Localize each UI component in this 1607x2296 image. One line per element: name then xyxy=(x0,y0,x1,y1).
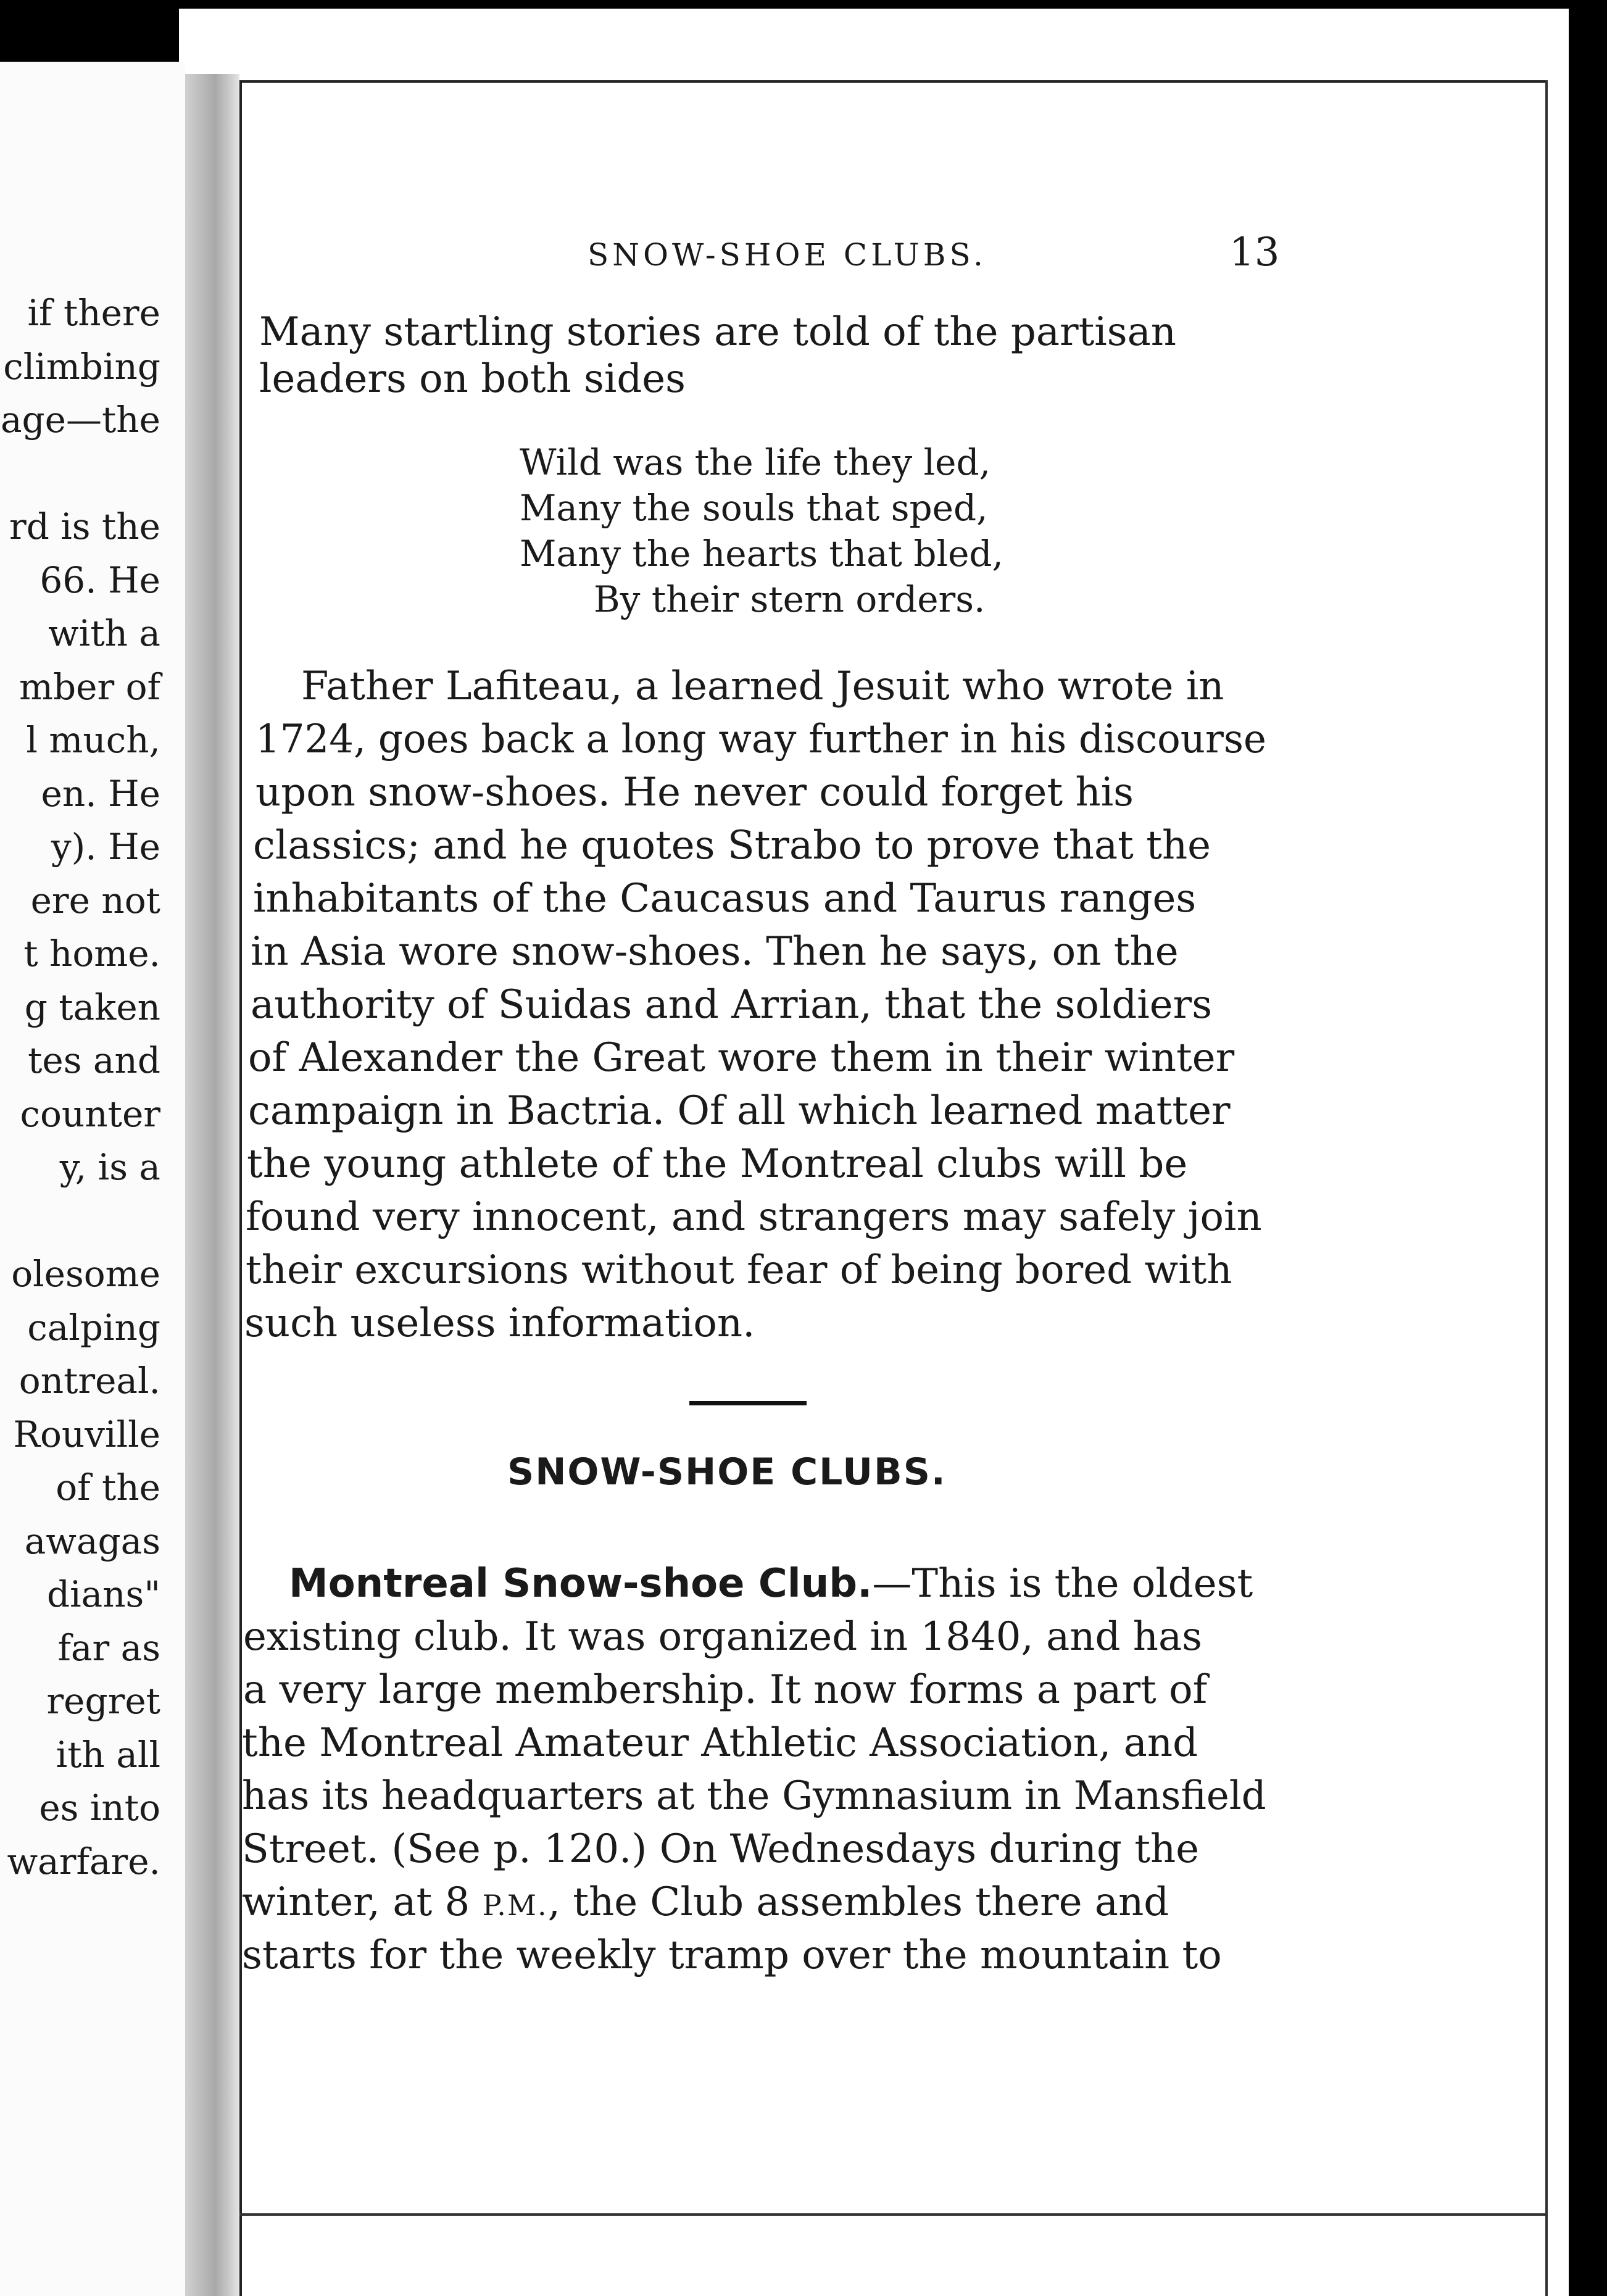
club-entry-line: a very large membership. It now forms a part of xyxy=(243,1667,1208,1713)
paragraph-line: authority of Suidas and Arrian, that the soldiers xyxy=(251,982,1213,1028)
paragraph-line: campaign in Bactria. Of all which learned matter xyxy=(248,1088,1231,1134)
time-abbreviation: P.M. xyxy=(482,1889,548,1922)
club-entry-line: Street. (See p. 120.) On Wednesdays during the xyxy=(242,1826,1200,1872)
facing-page-line: if there xyxy=(27,292,160,334)
club-entry-first-line xyxy=(289,1561,1253,1607)
facing-page-line: of the xyxy=(56,1466,160,1508)
page-edge-bottom xyxy=(239,2213,1548,2216)
paragraph-line: classics; and he quotes Strabo to prove that the xyxy=(253,823,1211,868)
facing-page-line: calping xyxy=(27,1306,160,1349)
paragraph-line: their excursions without fear of being bored with xyxy=(246,1247,1232,1293)
paragraph-line: in Asia wore snow-shoes. Then he says, on the xyxy=(251,929,1179,975)
facing-page-line: far as xyxy=(57,1626,160,1669)
scan-border-corner xyxy=(0,0,179,62)
paragraph-line: of Alexander the Great wore them in their winter xyxy=(248,1035,1235,1081)
section-divider xyxy=(689,1401,807,1405)
club-entry-line: starts for the weekly tramp over the mountain to xyxy=(242,1932,1222,1978)
running-head: SNOW-SHOE CLUBS. xyxy=(588,237,987,273)
poem-line: By their stern orders. xyxy=(594,578,986,620)
poem-line: Many the souls that sped, xyxy=(520,487,988,529)
club-entry-line: the Montreal Amateur Athletic Association, and xyxy=(242,1720,1198,1766)
facing-page-line: es into xyxy=(39,1787,160,1829)
facing-page-line: en. He xyxy=(41,772,160,815)
facing-page-line: olesome xyxy=(11,1253,160,1295)
facing-page-line: rd is the xyxy=(9,505,160,547)
page-edge-right xyxy=(1545,80,1548,2296)
poem-line: Many the hearts that bled, xyxy=(520,533,1003,575)
paragraph-line: such useless information. xyxy=(244,1300,755,1346)
scan-border-top xyxy=(0,0,1607,9)
facing-page-line: warfare. xyxy=(7,1840,160,1882)
paragraph-line: the young athlete of the Montreal clubs will be xyxy=(247,1141,1188,1187)
facing-page xyxy=(0,62,185,2296)
book-gutter xyxy=(185,74,239,2296)
facing-page-line: ere not xyxy=(30,879,160,921)
section-heading: SNOW-SHOE CLUBS. xyxy=(507,1450,947,1494)
club-name: Montreal Snow-shoe Club. xyxy=(289,1561,873,1607)
facing-page-line: age—the xyxy=(0,399,160,441)
club-entry-line xyxy=(242,1879,1169,1925)
book-page xyxy=(242,83,1545,2213)
facing-page-line: Rouville xyxy=(13,1413,160,1455)
intro-line: Many startling stories are told of the partisan xyxy=(259,309,1176,355)
facing-page-line: g taken xyxy=(24,986,160,1028)
paragraph-line: Father Lafiteau, a learned Jesuit who wrote in xyxy=(301,663,1224,709)
facing-page-line: 66. He xyxy=(39,559,160,601)
paragraph-line: 1724, goes back a long way further in his discourse xyxy=(255,717,1266,762)
facing-page-line: climbing xyxy=(3,345,160,388)
club-entry-text: —This is the oldest xyxy=(872,1561,1253,1607)
facing-page-line: l much, xyxy=(26,719,160,761)
facing-page-line: regret xyxy=(46,1680,160,1722)
facing-page-line: mber of xyxy=(19,665,160,708)
paragraph-line: found very innocent, and strangers may safely join xyxy=(246,1194,1262,1240)
club-entry-text: winter, at 8 xyxy=(242,1879,483,1925)
facing-page-line: ontreal. xyxy=(19,1360,160,1402)
paragraph-line: inhabitants of the Caucasus and Taurus ranges xyxy=(253,876,1197,921)
facing-page-line: tes and xyxy=(28,1039,160,1081)
poem-line: Wild was the life they led, xyxy=(520,441,991,483)
paragraph-line: upon snow-shoes. He never could forget his xyxy=(255,770,1134,815)
page-number: 13 xyxy=(1229,230,1280,275)
facing-page-line: counter xyxy=(20,1092,160,1135)
facing-page-line: awagas xyxy=(24,1520,160,1562)
club-entry-text: , the Club assembles there and xyxy=(547,1879,1169,1925)
scan-border-right xyxy=(1569,0,1607,2296)
facing-page-line: with a xyxy=(48,612,160,654)
facing-page-line: y, is a xyxy=(59,1146,160,1188)
facing-page-line: y). He xyxy=(51,826,160,868)
facing-page-line: ith all xyxy=(56,1733,160,1776)
facing-page-line: dians" xyxy=(46,1573,160,1615)
intro-line: leaders on both sides xyxy=(259,356,686,402)
club-entry-line: has its headquarters at the Gymnasium in Mansfield xyxy=(242,1773,1266,1819)
facing-page-line: t home. xyxy=(23,933,160,975)
club-entry-line: existing club. It was organized in 1840, and has xyxy=(243,1614,1202,1660)
